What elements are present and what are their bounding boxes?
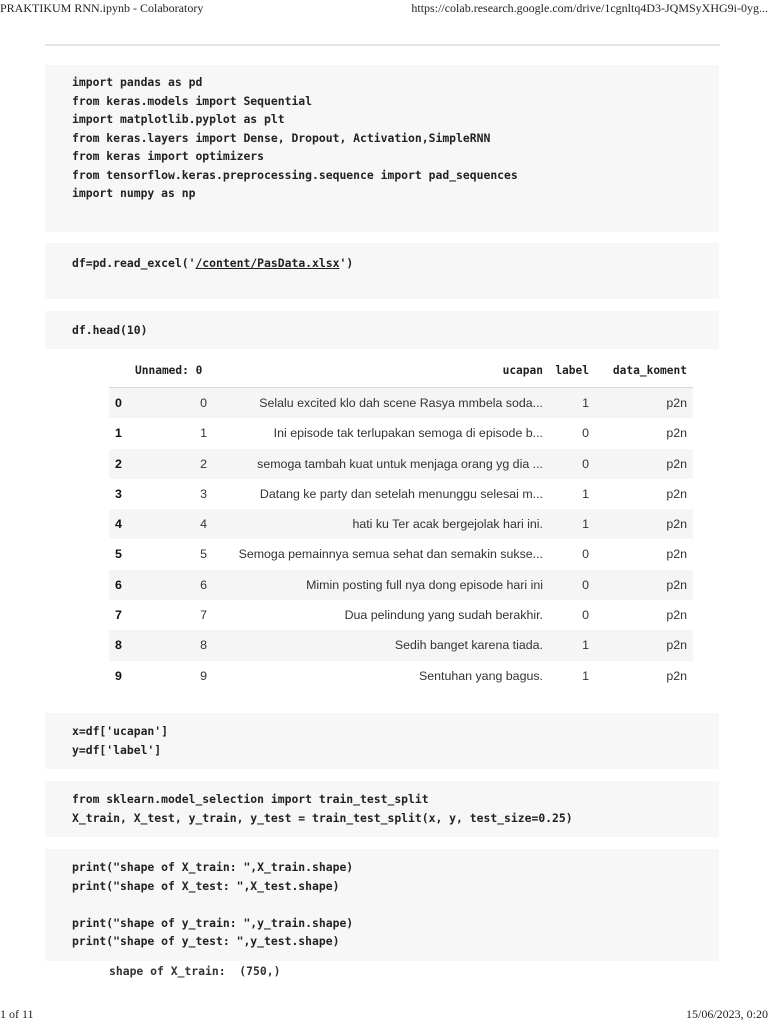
- table-row: [109, 479, 693, 509]
- cell-unnamed: 7: [200, 608, 207, 623]
- print-footer: [0, 1006, 768, 1024]
- cell-data-koment: p2n: [666, 517, 687, 532]
- code-line: import numpy as np: [72, 186, 196, 200]
- table-row: [109, 630, 693, 660]
- cell-data-koment: p2n: [666, 638, 687, 653]
- table-row: [109, 661, 693, 691]
- cell-label: 1: [582, 638, 589, 653]
- code-line: print("shape of y_test: ",y_test.shape): [72, 934, 340, 948]
- code-line: y=df['label']: [72, 742, 162, 757]
- cell-ucapan: Sedih banget karena tiada.: [394, 638, 543, 653]
- dataframe-output: [109, 357, 693, 691]
- code-line: print("shape of X_test: ",X_test.shape): [72, 878, 340, 893]
- cell-label: 1: [582, 396, 589, 410]
- row-index: 9: [115, 668, 122, 683]
- code-line: df.head(10): [72, 323, 148, 337]
- column-header: ucapan: [502, 364, 543, 377]
- print-date: 15/06/2023, 0:20: [685, 1007, 768, 1021]
- code-line: from sklearn.model_selection import train_test_split: [72, 792, 429, 806]
- page-number: 1 of 11: [0, 1007, 34, 1021]
- cell-label: 0: [582, 456, 589, 471]
- cell-unnamed: 2: [200, 456, 207, 471]
- dataframe-body: [109, 388, 693, 691]
- cell-ucapan: Mimin posting full nya dong episode hari ini: [306, 577, 543, 592]
- document-title: PRAKTIKUM RNN.ipynb - Colaboratory: [0, 1, 204, 15]
- code-line: df=pd.read_excel('/content/PasData.xlsx'): [72, 256, 354, 270]
- notebook: [45, 44, 720, 986]
- column-header: label: [555, 364, 589, 377]
- cell-ucapan: hati ku Ter acak bergejolak hari ini.: [352, 517, 543, 532]
- table-row: [109, 418, 693, 448]
- cell-data-koment: p2n: [666, 668, 687, 683]
- cell-output-text: shape of X_train: (750,): [109, 964, 281, 978]
- cell-unnamed: 6: [200, 577, 207, 592]
- cell-ucapan: Ini episode tak terlupakan semoga di episode b...: [273, 426, 543, 441]
- cell-label: 0: [582, 577, 589, 592]
- code-cell-read-excel[interactable]: [45, 243, 719, 299]
- code-line: from keras.layers import Dense, Dropout, Activation,SimpleRNN: [72, 130, 491, 145]
- cell-unnamed: 1: [200, 426, 207, 441]
- cell-unnamed: 8: [200, 638, 207, 653]
- table-row: [109, 600, 693, 630]
- code-line: x=df['ucapan']: [72, 724, 169, 738]
- code-line: print("shape of y_train: ",y_train.shape): [72, 915, 354, 930]
- code-line: [72, 895, 719, 914]
- table-row: [109, 570, 693, 600]
- row-index: 2: [115, 456, 122, 471]
- page-url[interactable]: https://colab.research.google.com/drive/1cgnltq4D3-JQMSyXHG9i-0yg...: [411, 1, 768, 15]
- cell-label: 1: [582, 517, 589, 532]
- cell-ucapan: Selalu excited klo dah scene Rasya mmbela soda...: [259, 396, 543, 410]
- table-row: [109, 509, 693, 539]
- cell-data-koment: p2n: [666, 456, 687, 471]
- code-cell-imports[interactable]: [45, 65, 719, 232]
- code-line: X_train, X_test, y_train, y_test = train_test_split(x, y, test_size=0.25): [72, 810, 573, 825]
- cell-label: 0: [582, 547, 589, 562]
- table-row: [109, 539, 693, 569]
- cell-data-koment: p2n: [666, 396, 687, 410]
- code-cell-split[interactable]: [45, 781, 719, 837]
- row-index: 0: [115, 396, 122, 410]
- code-cell-prints[interactable]: [45, 849, 719, 961]
- cell-unnamed: 0: [200, 396, 207, 410]
- cell-label: 1: [582, 668, 589, 683]
- table-row: [109, 388, 693, 418]
- code-line: import pandas as pd: [72, 75, 203, 89]
- cell-unnamed: 5: [200, 547, 207, 562]
- file-path-link[interactable]: /content/PasData.xlsx: [195, 256, 340, 270]
- row-index: 6: [115, 577, 122, 592]
- cell-ucapan: Dua pelindung yang sudah berakhir.: [344, 608, 543, 623]
- column-header: Unnamed: 0: [135, 364, 203, 377]
- cell-ucapan: Datang ke party dan setelah menunggu selesai m...: [259, 486, 543, 501]
- cell-unnamed: 3: [200, 486, 207, 501]
- code-cell-xy[interactable]: [45, 713, 719, 769]
- code-line: import matplotlib.pyplot as plt: [72, 112, 285, 126]
- row-index: 5: [115, 547, 122, 562]
- row-index: 3: [115, 486, 122, 501]
- cell-label: 1: [582, 486, 589, 501]
- row-index: 7: [115, 608, 122, 623]
- code-line: from tensorflow.keras.preprocessing.sequence import pad_sequences: [72, 167, 518, 182]
- column-header: data_koment: [612, 364, 687, 377]
- code-line: print("shape of X_train: ",X_train.shape): [72, 860, 354, 874]
- cell-data-koment: p2n: [666, 426, 687, 441]
- print-header: [0, 0, 768, 18]
- code-line: from keras import optimizers: [72, 149, 265, 163]
- cell-ucapan: Sentuhan yang bagus.: [418, 668, 543, 683]
- row-index: 8: [115, 638, 122, 653]
- cell-data-koment: p2n: [666, 577, 687, 592]
- row-index: 4: [115, 517, 122, 532]
- table-row: [109, 449, 693, 479]
- code-line: from keras.models import Sequential: [72, 93, 313, 108]
- cell-unnamed: 9: [200, 668, 207, 683]
- cell-label: 0: [582, 608, 589, 623]
- cell-ucapan: Semoga pemainnya semua sehat dan semakin sukse...: [238, 547, 543, 562]
- cell-data-koment: p2n: [666, 486, 687, 501]
- code-cell-head[interactable]: [45, 311, 719, 349]
- cell-ucapan: semoga tambah kuat untuk menjaga orang yg dia ...: [257, 456, 543, 471]
- cell-unnamed: 4: [200, 517, 207, 532]
- row-index: 1: [115, 426, 122, 441]
- cell-data-koment: p2n: [666, 608, 687, 623]
- cell-label: 0: [582, 426, 589, 441]
- cell-data-koment: p2n: [666, 547, 687, 562]
- dataframe-header: [109, 357, 693, 388]
